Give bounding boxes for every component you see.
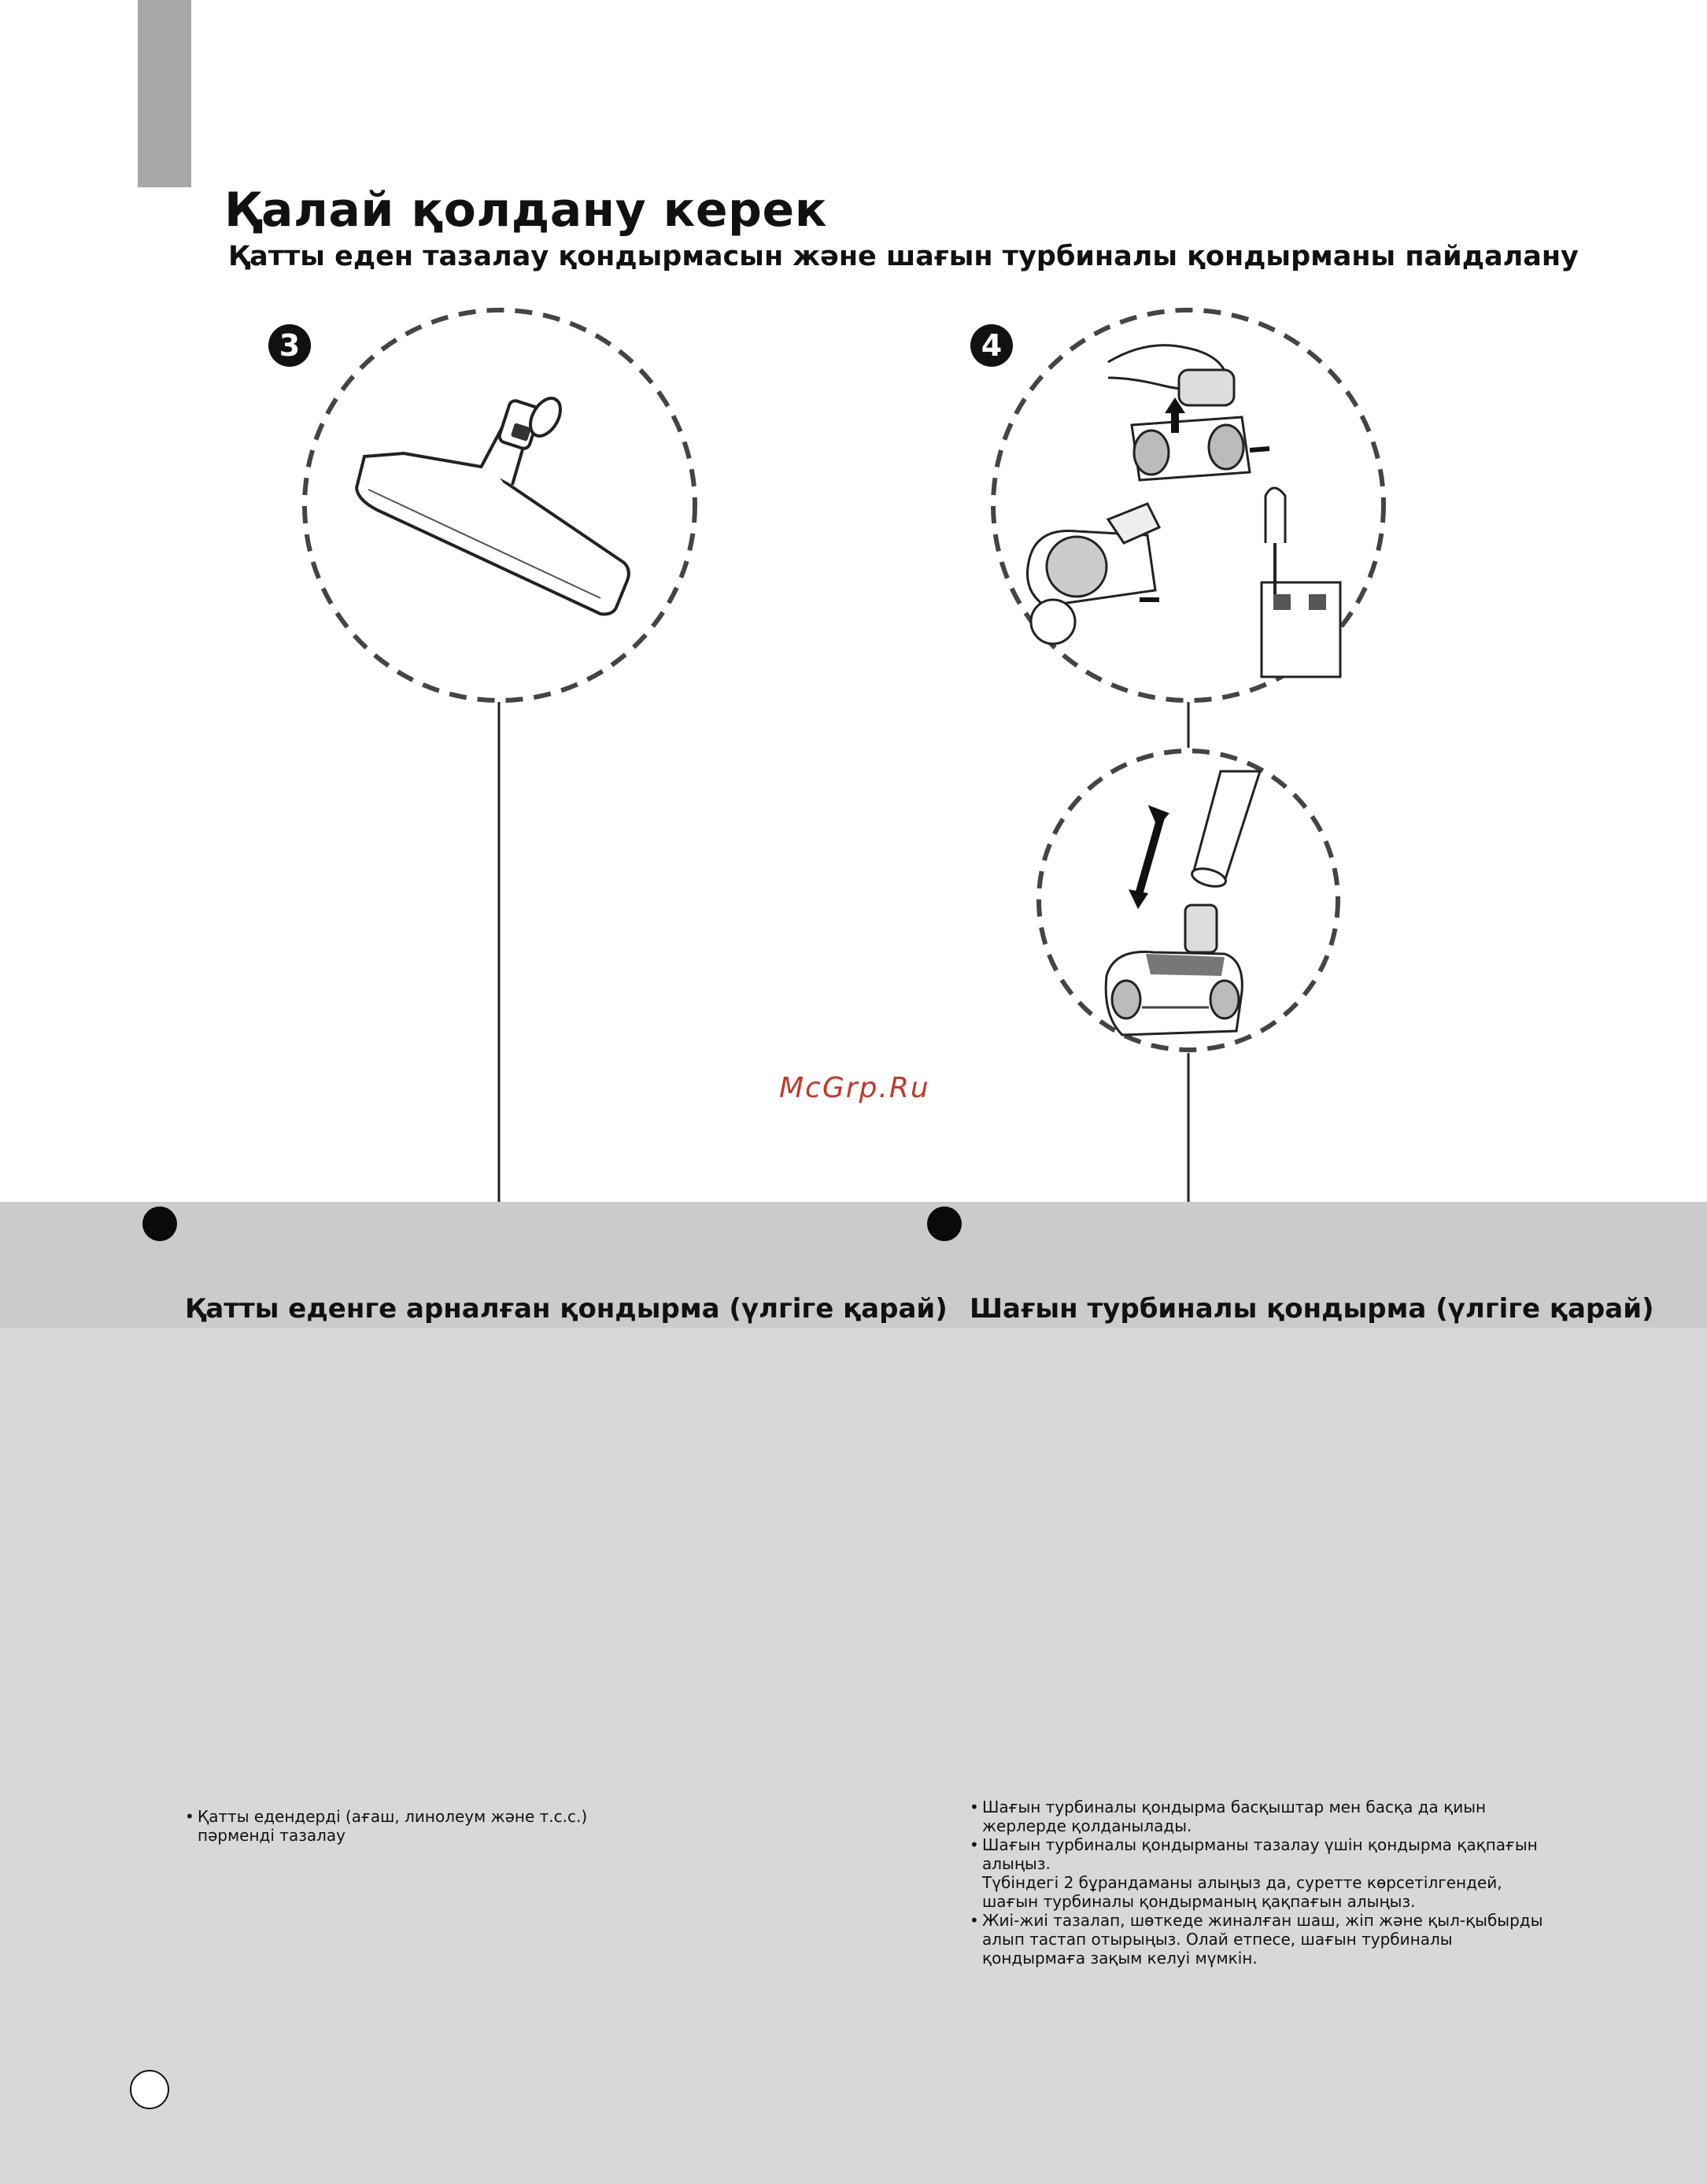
- turbo-nozzle-attach-icon: [1036, 748, 1341, 1053]
- chapter-tab: [138, 0, 191, 187]
- step-number-4: 4: [970, 324, 1013, 367]
- list-item: • Жиі-жиі тазалап, шөткеде жиналған шаш, жіп және қыл-қыбырды алып тастап отырыңыз. Олай етпесе, шағын турбиналы қондырмаға зақым келуі мүмкін.: [970, 1911, 1543, 1968]
- turbo-nozzle-cleaning-icon: [990, 307, 1387, 704]
- section-bullet-right: [927, 1207, 962, 1241]
- list-item: • Қатты едендерді (ағаш, линолеум және т.с.с.) пәрменді тазалау: [185, 1807, 587, 1845]
- list-item: • Шағын турбиналы қондырманы тазалау үшін қондырма қақпағын алыңыз. Түбіндегі 2 бұрандаманы алыңыз да, суретте көрсетілгендей, шағын турбиналы қондырманың қақпағын алыңыз.: [970, 1835, 1543, 1911]
- right-section-notes: [970, 1798, 1543, 1968]
- section-body-band: [0, 1328, 1707, 2184]
- left-section-notes: [185, 1807, 587, 1845]
- page-title: Қалай қолдану керек: [224, 183, 827, 238]
- page-subtitle: Қатты еден тазалау қондырмасын және шағын турбиналы қондырманы пайдалану: [228, 241, 1579, 272]
- watermark: McGrp.Ru: [779, 1072, 930, 1104]
- section-bullet-left: [142, 1207, 177, 1241]
- hard-floor-nozzle-icon: [301, 307, 698, 704]
- page-number-circle: [130, 2070, 169, 2109]
- list-item: • Шағын турбиналы қондырма басқыштар мен басқа да қиын жерлерде қолданылады.: [970, 1798, 1543, 1835]
- left-section-title: Қатты еденге арналған қондырма (үлгіге қарай): [185, 1293, 948, 1325]
- right-section-title: Шағын турбиналы қондырма (үлгіге қарай): [970, 1293, 1654, 1325]
- step-number-3: 3: [268, 324, 311, 367]
